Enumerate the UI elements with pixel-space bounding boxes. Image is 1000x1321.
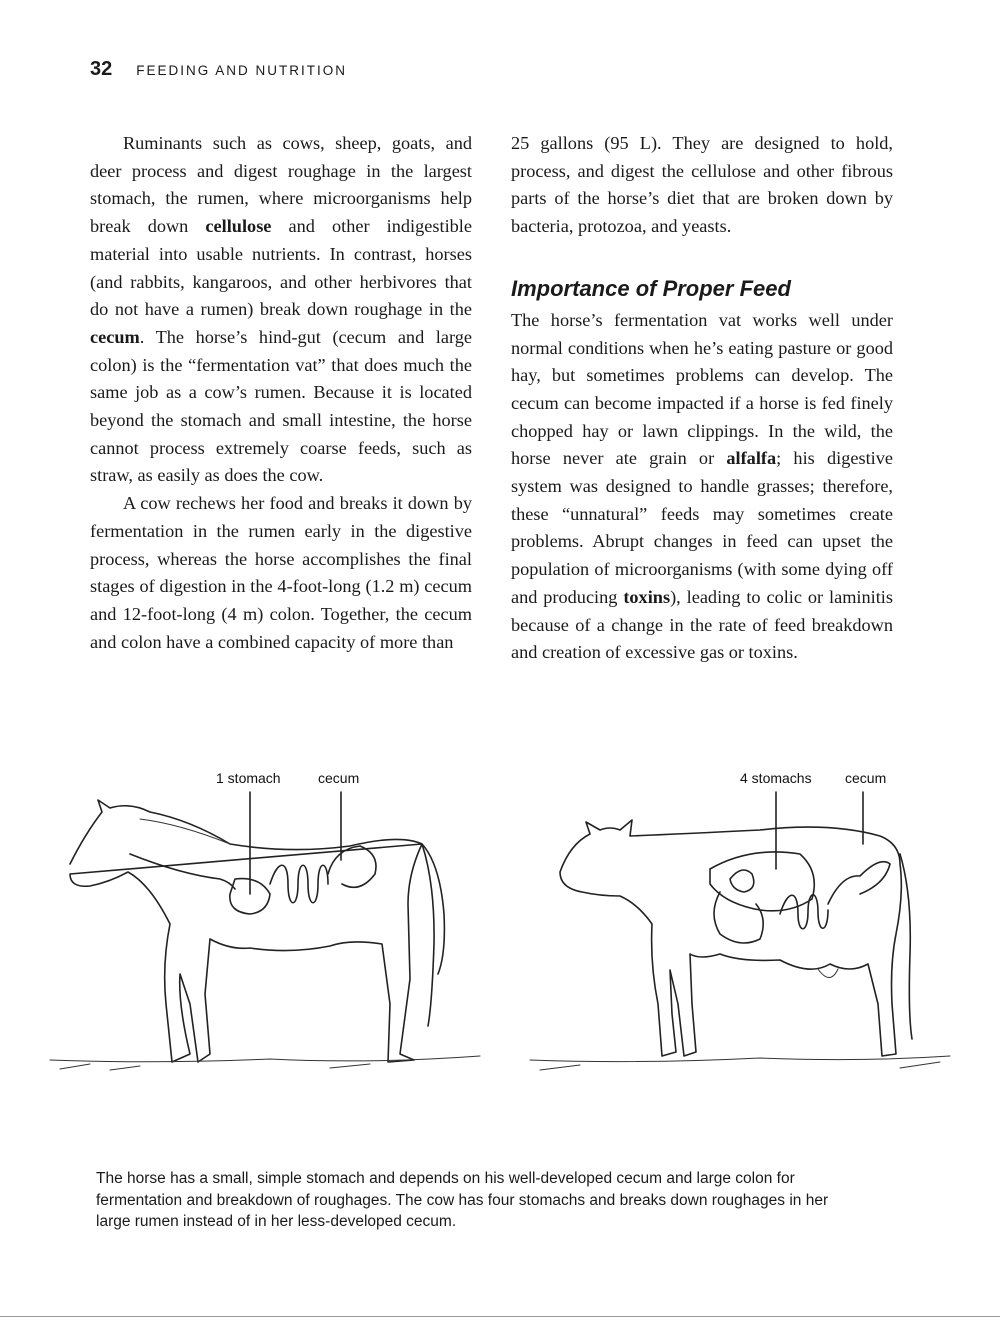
figure-caption: The horse has a small, simple stomach and depends on his well-developed cecum and large colon for fermentation and breakdown of roughages. The cow has four stomachs and breaks down roughages in her large rumen instead of in her less-developed cecum. (96, 1170, 829, 1230)
cow-digestive-illustration (520, 764, 960, 1094)
paragraph-ruminants: Ruminants such as cows, sheep, goats, and deer process and digest roughage in the largest stomach, the rumen, where microorganisms help break down cellulose and other indigestible material into usable nutrients. In contrast, horses (and rabbits, kangaroos, and other herbivores that do not have a rumen) break down roughage in the cecum. The horse’s hind-gut (cecum and large colon) is the “fermentation vat” that does much the same job as a cow’s rumen. Because it is located beyond the stomach and small intestine, the horse cannot process extremely coarse feeds, such as straw, as easily as does the cow. (90, 133, 472, 486)
cow-label-cecum: cecum (845, 770, 887, 786)
page-bottom-rule (0, 1316, 1000, 1317)
horse-drawing (30, 764, 490, 1094)
horse-label-cecum: cecum (318, 770, 360, 786)
term-cellulose: cellulose (205, 216, 272, 237)
running-head: FEEDING AND NUTRITION (136, 63, 348, 78)
horse-digestive-illustration (30, 764, 490, 1094)
left-column (90, 130, 472, 656)
right-column (511, 130, 893, 667)
paragraph-capacity: 25 gallons (95 L). They are designed to hold, process, and digest the cellulose and other fibrous parts of the horse’s diet that are broken down by bacteria, protozoa, and yeasts. (511, 133, 893, 237)
horse-label-stomach: 1 stomach (216, 770, 281, 786)
term-toxins: toxins (623, 586, 671, 607)
cow-label-stomach: 4 stomachs (740, 770, 812, 786)
paragraph-cow-rechews: A cow rechews her food and breaks it down by fermentation in the rumen early in the digestive process, whereas the horse accomplishes the final stages of digestion in the 4-foot-long (1.2 m) cecum and 12-foot-long (4 m) colon. Together, the cecum and colon have a combined capacity of more than (90, 493, 472, 652)
term-cecum: cecum (90, 326, 140, 347)
section-heading: Importance of Proper Feed (511, 275, 791, 301)
page-number: 32 (90, 58, 113, 80)
cow-drawing (520, 764, 960, 1094)
page-header (90, 58, 347, 81)
paragraph-fermentation-vat: The horse’s fermentation vat works well under normal conditions when he’s eating pasture or good hay, but sometimes problems can develop. The cecum can become impacted if a horse is fed finely chopped hay or lawn clippings. In the wild, the horse never ate grain or alfalfa; his digestive system was designed to handle grasses; therefore, these “unnatural” feeds may sometimes create problems. Abrupt changes in feed can upset the population of microorganisms (with some dying off and producing toxins), leading to colic or laminitis because of a change in the rate of feed breakdown and creation of excessive gas or toxins. (511, 309, 893, 663)
term-alfalfa: alfalfa (726, 448, 777, 469)
